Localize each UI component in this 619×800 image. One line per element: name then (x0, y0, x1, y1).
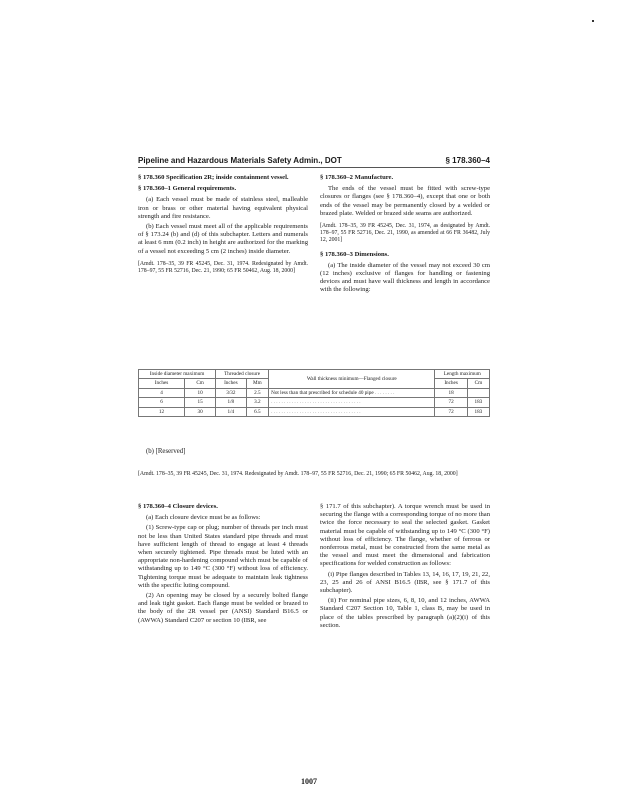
subheader-cm: Cm (467, 379, 489, 388)
subheader-inches: Inches (435, 379, 467, 388)
table-row (139, 407, 490, 416)
cell: 1/4 (216, 407, 247, 416)
paragraph: (i) Pipe flanges described in Tables 13, 14, 16, 17, 19, 21, 22, 23, 25 and 26 of ANSI B16.5 (IBR, see § 171.7 of this subchapter). (320, 570, 490, 595)
cell: 10 (185, 388, 216, 397)
section-heading-178-360: § 178.360 Specification 2R; inside containment vessel. (138, 174, 289, 181)
cell: 18 (435, 388, 467, 397)
cell: 4 (139, 388, 185, 397)
subheader-inches: Inches (139, 379, 185, 388)
left-column-bottom (138, 503, 308, 627)
cell: 3/32 (216, 388, 247, 397)
source-note: [Amdt. 178–35, 39 FR 45245, Dec. 31, 1974, as designated by Amdt. 178–97, 55 FR 52716, Dec. 21, 1990, as amended at 66 FR 36482, July 12, 2001] (320, 223, 490, 244)
leader-dots: . . . . . . . . (373, 389, 395, 396)
paragraph: (1) Screw-type cap or plug; number of threads per inch must not be less than United States standard pipe threads and must have sufficient length of thread to engage at least 4 threads when securely tightened. Pipe threads must be luted with an appropriate non-hardening compound which must be capable of withstanding up to 149 °C (300 °F) without loss of efficiency. Tightening torque must be adequate to maintain leak tightness with the specific luting compound. (138, 524, 308, 589)
running-header (138, 156, 490, 168)
cell-spec (269, 407, 435, 416)
reserved-paragraph: (b) [Reserved] (146, 448, 186, 455)
cell: 183 (467, 398, 489, 407)
page-number: 1007 (301, 777, 317, 786)
paragraph: (a) Each vessel must be made of stainless steel, malleable iron or brass or other material having equivalent physical strength and fire resistance. (138, 196, 308, 220)
section-heading-178-360-1: § 178.360–1 General requirements. (138, 185, 237, 193)
section-heading-178-360-4: § 178.360–4 Closure devices. (138, 503, 218, 510)
paragraph: (ii) For nominal pipe sizes, 6, 8, 10, and 12 inches, AWWA Standard C207 Section 10, Table 1, class B, may be used in place of the tables prescribed by paragraph (a)(2)(i) of this section. (320, 597, 490, 629)
cell: 12 (139, 407, 185, 416)
cell: 6 (139, 398, 185, 407)
leader-dots: . . . . . . . . . . . . . . . . . . . . . . . . . . . . . . . . . . . (271, 408, 361, 415)
table-row (139, 388, 490, 397)
column-header-threaded: Threaded closure (216, 370, 269, 379)
dimensions-table (138, 369, 490, 417)
table-header-row (139, 370, 490, 379)
cell-spec (269, 388, 435, 397)
cell: 3.2 (246, 398, 268, 407)
cell: 2.5 (246, 388, 268, 397)
cell: 72 (435, 407, 467, 416)
column-header-spec: Wall thickness minimum—Flanged closure (269, 370, 435, 389)
cell: 6.5 (246, 407, 268, 416)
leader-dots: . . . . . . . . . . . . . . . . . . . . . . . . . . . . . . . . . . . (271, 399, 361, 406)
column-header-diameter: Inside diameter maximum (139, 370, 216, 379)
paragraph: § 171.7 of this subchapter). A torque wrench must be used in securing the flange with a corresponding torque of no more than twice the force necessary to seal the selected gasket. Gasket material must be capable of withstanding up to 149 °C (300 °F) without loss of efficiency. The flange, whether of ferrous or nonferrous metal, must be constructed from the same metal as the vessel and must meet the dimensional and fabrication specifications for welded construction as follows: (320, 503, 490, 568)
paragraph: The ends of the vessel must be fitted with screw-type closures or flanges (see § 178.360–4), except that one or both ends of the vessel may be permanently closed by a welded or brazed plate. Welded or brazed side seams are authorized. (320, 185, 490, 217)
section-heading-178-360-3: § 178.360–3 Dimensions. (320, 250, 389, 258)
paragraph: (a) Each closure device must be as follows: (146, 514, 261, 522)
header-section: § 178.360–4 (445, 156, 490, 165)
subheader-inches: Inches (216, 379, 247, 388)
section-heading-178-360-2: § 178.360–2 Manufacture. (320, 174, 394, 181)
source-note: [Amdt. 178–35, 39 FR 45245, Dec. 31, 1974. Redesignated by Amdt. 178–97, 55 FR 52716, Dec. 21, 1990; 65 FR 50462, Aug. 18, 2000] (138, 260, 308, 275)
paragraph: (2) An opening may be closed by a securely bolted flange and leak tight gasket. Each flange must be welded or brazed to the body of the 2R vessel per (ANSI) Standard B16.5 or (AWWA) Standard C207 or section 10 (IBR, see (138, 592, 308, 624)
subheader-mm: Mm (246, 379, 268, 388)
cell: 72 (435, 398, 467, 407)
cell: 15 (185, 398, 216, 407)
paragraph: (a) The inside diameter of the vessel may not exceed 30 cm (12 inches) exclusive of flanges for handling or fastening devices and must have wall thickness and length in accordance with the following: (320, 261, 490, 294)
cell: 1/8 (216, 398, 247, 407)
column-header-length: Length maximum (435, 370, 490, 379)
cell: 183 (467, 407, 489, 416)
header-title: Pipeline and Hazardous Materials Safety Admin., DOT (138, 156, 342, 165)
source-note-wide: [Amdt. 178–35, 39 FR 45245, Dec. 31, 1974. Redesignated by Amdt. 178–97, 55 FR 52716, Dec. 21, 1990; 65 FR 50462, Aug. 18, 2000] (138, 471, 458, 477)
paragraph: (b) Each vessel must meet all of the applicable requirements of § 173.24 (b) and (d) of this subchapter. Letters and numerals at least 6 mm (0.2 inch) in height are authorized for the marking of a vessel not exceeding 5 cm (2 inches) inside diameter. (138, 223, 308, 255)
cell-spec (269, 398, 435, 407)
right-column-top (320, 174, 490, 297)
table-row (139, 398, 490, 407)
left-column-top (138, 174, 308, 281)
right-column-bottom (320, 503, 490, 632)
cell (467, 388, 489, 397)
corner-mark (592, 20, 594, 22)
subheader-cm: Cm (185, 379, 216, 388)
cell-spec-text: Not less than that prescribed for schedule 40 pipe (271, 389, 374, 396)
cell: 30 (185, 407, 216, 416)
